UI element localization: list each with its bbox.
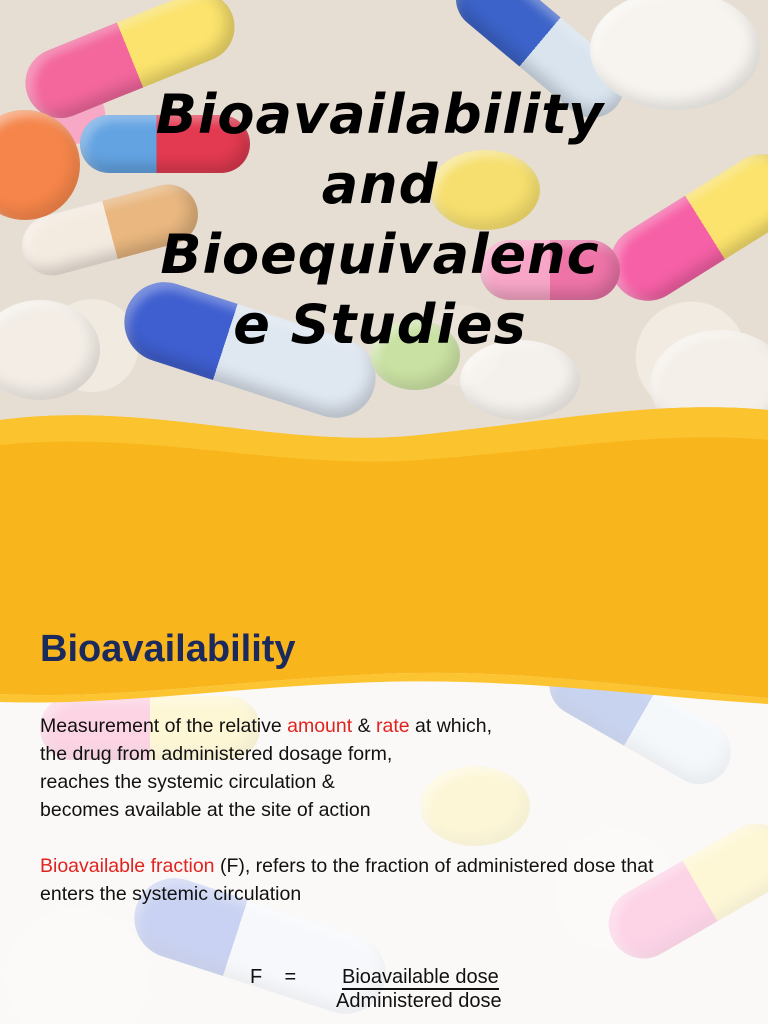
text-run: (F), refers to the fraction of administered dose that <box>214 855 654 877</box>
definition-line-3: reaches the systemic circulation & <box>40 771 335 793</box>
definition-line-2: the drug from administered dosage form, <box>40 743 393 765</box>
definition-line-1 <box>40 712 740 740</box>
highlight-amount: amount <box>287 715 353 737</box>
fraction-line-2: enters the systemic circulation <box>40 883 302 905</box>
formula-denominator: Administered dose <box>336 990 502 1012</box>
fraction-line-1 <box>40 852 740 880</box>
text-run: Measurement of the relative <box>40 715 288 737</box>
highlight-rate: rate <box>376 715 410 737</box>
text-run: at which, <box>409 715 492 737</box>
definition-line-4: becomes available at the site of action <box>40 799 371 821</box>
slide-title: Bioavailability and Bioequivalenc e Studies <box>155 83 605 356</box>
definition-block <box>40 712 740 908</box>
slide-heading: Bioavailability <box>40 628 296 670</box>
formula-lhs: F = <box>250 966 297 988</box>
text-run: & <box>352 715 377 737</box>
tablet-orange <box>0 110 80 220</box>
tablet-white-small <box>0 300 100 400</box>
highlight-fraction-term: Bioavailable fraction <box>40 855 215 877</box>
formula-numerator: Bioavailable dose <box>342 966 499 988</box>
yellow-wave-band <box>0 400 768 576</box>
content-slide <box>0 576 768 1024</box>
